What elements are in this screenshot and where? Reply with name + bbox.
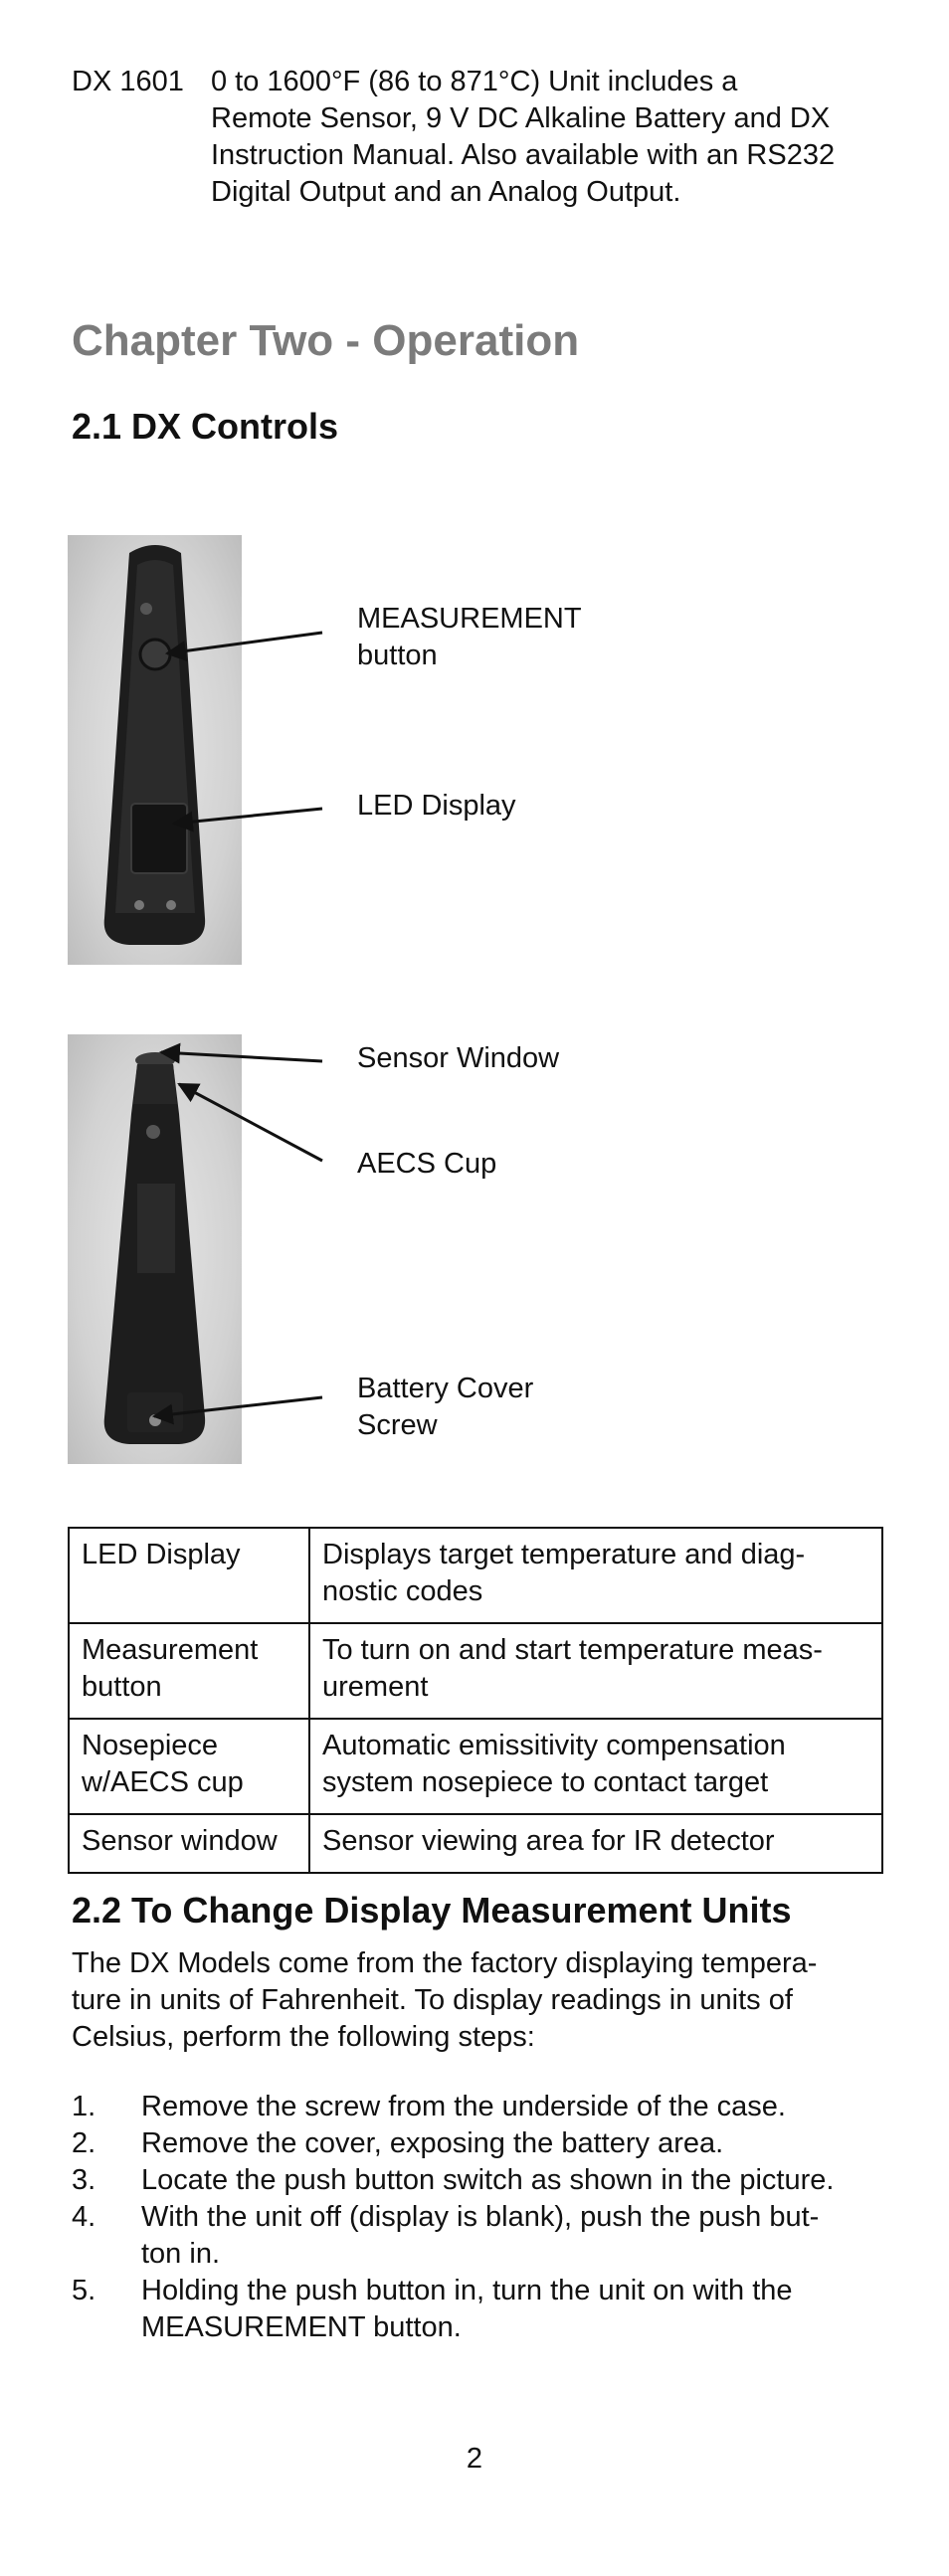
arrow-measurement-button <box>167 633 322 653</box>
paragraph-line: The DX Models come from the factory displaying tempera- <box>72 1947 818 1979</box>
step-number: 5. <box>72 2275 96 2306</box>
step-line: Remove the cover, exposing the battery area. <box>141 2127 724 2159</box>
list-item <box>72 2125 917 2162</box>
callout-aecs-cup <box>357 1146 496 1183</box>
section-title-dx-controls: 2.1 DX Controls <box>72 406 339 447</box>
steps-list <box>72 2089 917 2346</box>
list-item <box>72 2089 917 2125</box>
list-item <box>72 2162 917 2199</box>
callout-line: button <box>357 640 438 671</box>
step-line: Remove the screw from the underside of the case. <box>141 2091 786 2122</box>
table-cell-name <box>69 1814 309 1873</box>
arrow-aecs-cup <box>179 1084 322 1161</box>
table-cell-description <box>309 1623 882 1719</box>
cell-line: To turn on and start temperature meas- <box>322 1634 823 1666</box>
arrow-led-display <box>174 809 322 824</box>
arrow-sensor-window <box>161 1052 322 1061</box>
callout-line: Battery Cover <box>357 1373 534 1404</box>
callout-line: MEASUREMENT <box>357 603 582 635</box>
cell-line: Sensor window <box>82 1825 278 1857</box>
cell-line: nostic codes <box>322 1575 483 1607</box>
table-row <box>69 1719 882 1814</box>
cell-line: Nosepiece <box>82 1730 219 1761</box>
section-title-change-units: 2.2 To Change Display Measurement Units <box>72 1890 792 1931</box>
table-cell-description <box>309 1814 882 1873</box>
controls-table <box>68 1527 883 1874</box>
step-number: 4. <box>72 2201 96 2233</box>
table-cell-description <box>309 1528 882 1623</box>
callout-measurement-button <box>357 601 582 674</box>
chapter-title: Chapter Two - Operation <box>72 316 580 365</box>
step-number: 3. <box>72 2164 96 2196</box>
step-line: With the unit off (display is blank), push the push but- <box>141 2201 820 2233</box>
table-cell-name <box>69 1528 309 1623</box>
table-cell-name <box>69 1623 309 1719</box>
page-number: 2 <box>466 2443 483 2475</box>
arrow-battery-cover-screw <box>154 1397 322 1416</box>
table-row <box>69 1528 882 1623</box>
list-item <box>72 2199 917 2273</box>
cell-line: system nosepiece to contact target <box>322 1766 769 1798</box>
table-row <box>69 1814 882 1873</box>
cell-line: LED Display <box>82 1539 241 1570</box>
list-item <box>72 2273 917 2346</box>
callout-battery-cover-screw <box>357 1371 533 1444</box>
callout-line: Screw <box>357 1409 438 1441</box>
callout-led-display <box>357 788 516 825</box>
table-cell-name <box>69 1719 309 1814</box>
model-description-line: 0 to 1600°F (86 to 871°C) Unit includes a <box>211 66 738 97</box>
step-line: Holding the push button in, turn the unit on with the <box>141 2275 793 2306</box>
table-row <box>69 1623 882 1719</box>
step-line: Locate the push button switch as shown in the picture. <box>141 2164 835 2196</box>
callout-sensor-window <box>357 1040 559 1077</box>
cell-line: button <box>82 1671 162 1703</box>
step-line: ton in. <box>141 2238 220 2270</box>
table-cell-description <box>309 1719 882 1814</box>
step-line: MEASUREMENT button. <box>141 2311 462 2343</box>
cell-line: Measurement <box>82 1634 259 1666</box>
model-description-line: Instruction Manual. Also available with an RS232 <box>211 139 836 171</box>
cell-line: urement <box>322 1671 429 1703</box>
cell-line: Automatic emissitivity compensation <box>322 1730 786 1761</box>
callout-line: Sensor Window <box>357 1042 560 1074</box>
paragraph-line: Celsius, perform the following steps: <box>72 2021 535 2053</box>
model-code: DX 1601 <box>72 66 184 97</box>
model-description-line: Digital Output and an Analog Output. <box>211 176 681 208</box>
cell-line: Displays target temperature and diag- <box>322 1539 806 1570</box>
cell-line: w/AECS cup <box>82 1766 244 1798</box>
callout-line: LED Display <box>357 790 516 822</box>
intro-paragraph <box>72 1945 887 2056</box>
step-number: 1. <box>72 2091 96 2122</box>
cell-line: Sensor viewing area for IR detector <box>322 1825 775 1857</box>
model-description-line: Remote Sensor, 9 V DC Alkaline Battery and DX <box>211 102 831 134</box>
step-number: 2. <box>72 2127 96 2159</box>
callout-line: AECS Cup <box>357 1148 497 1180</box>
paragraph-line: ture in units of Fahrenheit. To display readings in units of <box>72 1984 793 2016</box>
